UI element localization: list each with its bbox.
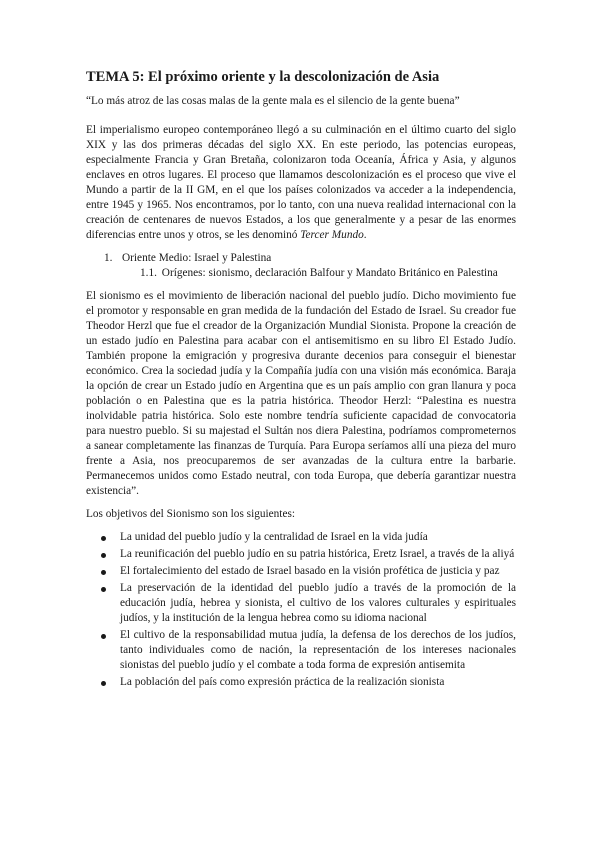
outline-item-1-number: 1. bbox=[104, 252, 113, 264]
intro-italic-term: Tercer Mundo bbox=[300, 229, 364, 241]
list-item: El cultivo de la responsabilidad mutua judía, la defensa de los derechos de los judíos, tanto individuales como de nación, la representación de los intereses nacionales sionistas del pueblo judío y el combate a toda forma de expresión antisemita bbox=[86, 628, 516, 673]
section-outline bbox=[86, 251, 516, 281]
intro-text: El imperialismo europeo contemporáneo llegó a su culminación en el último cuarto del siglo XIX y las dos primeras décadas del siglo XX. En este periodo, las potencias europeas, especialmente Francia y Gran Bretaña, colonizaron toda Oceanía, África y Asia, y algunos enclaves en otros lugares. El proceso que llamamos descolonización es el proceso que vive el Mundo a partir de la II GM, en el que los países colonizados va acceder a la independencia, entre 1945 y 1965. Nos encontramos, por lo tanto, con una nueva realidad internacional con la creación de centenares de nuevos Estados, a los que generalmente y a pesar de las enormes diferencias entre unos y otros, se les denominó bbox=[86, 124, 516, 241]
outline-item-1-1-text: Orígenes: sionismo, declaración Balfour y Mandato Británico en Palestina bbox=[161, 267, 498, 279]
outline-item-1-1-number: 1.1. bbox=[140, 267, 157, 279]
list-item: El fortalecimiento del estado de Israel basado en la visión profética de justicia y paz bbox=[86, 564, 516, 579]
objetivos-intro: Los objetivos del Sionismo son los siguientes: bbox=[86, 508, 295, 520]
outline-item-1-text: Oriente Medio: Israel y Palestina bbox=[122, 252, 272, 264]
document-page bbox=[86, 68, 516, 692]
outline-item-1 bbox=[86, 251, 516, 266]
list-item: La preservación de la identidad del pueblo judío a través de la promoción de la educación judía, hebrea y sionista, el cultivo de los valores culturales y espirituales judíos, y la institución de la lengua hebrea como su idioma nacional bbox=[86, 581, 516, 626]
intro-end: . bbox=[363, 229, 367, 241]
list-item: La reunificación del pueblo judío en su patria histórica, Eretz Israel, a través de la aliyá bbox=[86, 547, 516, 562]
bullet-icon bbox=[101, 634, 106, 639]
outline-item-1-1 bbox=[86, 266, 516, 281]
bullet-icon bbox=[101, 553, 106, 558]
page-title: TEMA 5: El próximo oriente y la descolonización de Asia bbox=[86, 69, 440, 85]
bullet-icon bbox=[101, 536, 106, 541]
intro-paragraph bbox=[86, 123, 516, 243]
bullet-icon bbox=[101, 587, 106, 592]
bullet-icon bbox=[101, 570, 106, 575]
list-item: La unidad del pueblo judío y la centralidad de Israel en la vida judía bbox=[86, 530, 516, 545]
bullet-icon bbox=[101, 681, 106, 686]
epigraph-quote: “Lo más atroz de las cosas malas de la gente mala es el silencio de la gente buena” bbox=[86, 95, 460, 107]
objetivos-list bbox=[86, 530, 516, 690]
list-item: La población del país como expresión práctica de la realización sionista bbox=[86, 675, 516, 690]
sionismo-paragraph: El sionismo es el movimiento de liberación nacional del pueblo judío. Dicho movimiento fue el promotor y responsable en gran medida de la fundación del Estado de Israel. Su creador fue Theodor Herzl que fue el creador de la Organización Mundial Sionista. Propone la creación de un estado judío en Palestina para acabar con el antisemitismo en su libro El Estado Judío. También propone la emigración y progresiva durante decenios para conseguir el bienestar económico. Crea la sociedad judía y la Compañía judía con una visión más económica. Baraja la opción de crear un Estado judío en Argentina que es un país amplio con gran llanura y poca población o en Palestina que es la patria histórica. Theodor Herzl: “Palestina es nuestra inolvidable patria histórica. Solo este nombre tendría suficiente capacidad de convocatoria para nuestro pueblo. Si su majestad el Sultán nos diera Palestina, podríamos comprometernos a sanear completamente las finanzas de Turquía. Para Europa seríamos allí una pieza del muro frente a Asia, nos preocuparemos de ser avanzadas de la cultura entre la barbarie. Permanecemos unidos como Estado neutral, con toda Europa, que debería garantizar nuestra existencia”. bbox=[86, 290, 516, 497]
